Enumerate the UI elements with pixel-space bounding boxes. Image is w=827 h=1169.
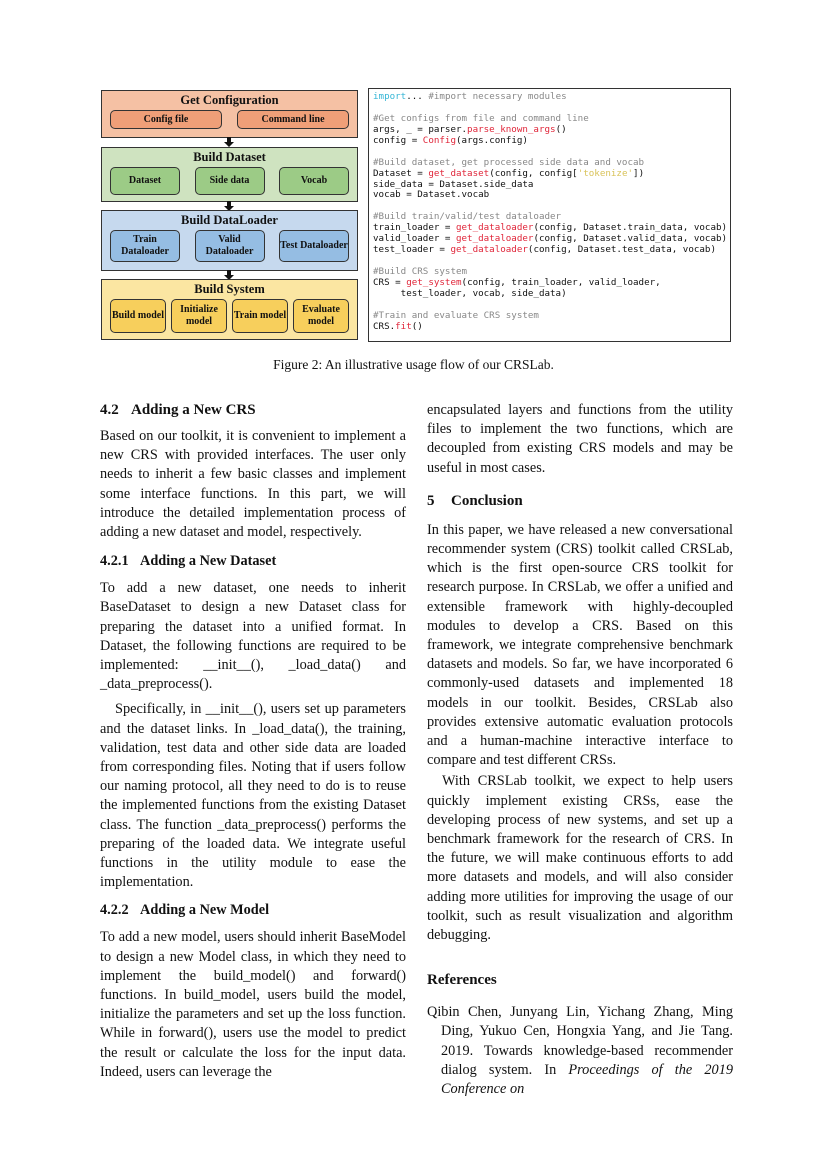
code-line: test_loader, vocab, side_data): [373, 287, 567, 299]
stage-item: Test Dataloader: [279, 230, 349, 262]
paragraph: To add a new model, users should inherit BaseModel to design a new Model class, in which they need to implement the build_model() and forward() functions. In build_model, users build the model, initialize the parameters and set up the loss function. While in forward(), users use the model to predict the result or calculate the loss for the input data. Indeed, users can leverage the: [100, 929, 406, 1080]
stage-item: Valid Dataloader: [195, 230, 265, 262]
references-heading: References: [427, 972, 497, 989]
section-heading-4-2: 4.2 Adding a New CRS: [100, 402, 256, 418]
right-column: [427, 401, 733, 1099]
code-listing: [368, 88, 731, 342]
stage-build-system: [101, 279, 358, 340]
left-column: [100, 401, 406, 1082]
code-line: #Get configs from file and command line: [373, 112, 589, 124]
code-line: import... #import necessary modules: [373, 91, 567, 102]
stage-title: Build DataLoader: [181, 213, 278, 227]
stage-build-dataset: [101, 147, 358, 202]
stage-item: Initialize model: [171, 299, 227, 333]
paragraph: With CRSLab toolkit, we expect to help users quickly implement existing CRSs, ease the developing process of new systems, and set up a benchmark framework for the research of CRS. In the future, we will make continuous efforts to add more datasets and models, and will also consider adding more utilities for improving the usage of our toolkit, such as result visualization and algorithm debugging.: [427, 773, 733, 944]
stage-title: Get Configuration: [180, 93, 279, 107]
code-line: Dataset = get_dataset(config, config['tokenize']): [373, 167, 645, 179]
stage-item: Command line: [237, 110, 349, 129]
paragraph: To add a new dataset, one needs to inherit BaseDataset to design a new Dataset class for preparing the dataset into a unified format. In Dataset, the following functions are required to be implemented: __init__(), _load_data() and _data_preprocess().: [100, 580, 406, 693]
section-heading-4-2-1: 4.2.1 Adding a New Dataset: [100, 553, 277, 570]
code-line: #Train and evaluate CRS system: [373, 309, 539, 321]
stage-item: Side data: [195, 167, 265, 195]
code-line: #Build train/valid/test dataloader: [373, 211, 562, 223]
stage-item: Vocab: [279, 167, 349, 195]
code-line: vocab = Dataset.vocab: [373, 189, 490, 201]
stage-item: Config file: [110, 110, 222, 129]
stage-item: Dataset: [110, 167, 180, 195]
paragraph: In this paper, we have released a new conversational recommender system (CRS) toolkit called CRSLab, which is the first open-source CRS toolkit for research purpose. In CRSLab, we offer a unified and extensible framework with highly-decoupled modules to develop a CRS. Based on this framework, we integrate comprehensive benchmark datasets and models. So far, we have incorporated 6 commonly-used datasets and implemented 18 models in our toolkit. Besides, CRSLab also provides extensive automatic evaluation protocols and a human-machine interactive interface to compare and test different CRSs.: [427, 521, 733, 769]
stage-title: Build Dataset: [193, 150, 266, 164]
stage-item: Train Dataloader: [110, 230, 180, 262]
paragraph: Specifically, in __init__(), users set up parameters and the dataset links. In _load_data(), the training, validation, test data and other side data are loaded from corresponding files. Noting that if users follow our naming protocol, all they need to do is to reuse the implemented functions from the existing Dataset class. The function _data_preprocess() performs the preparing of the loaded data. We integrate useful functions in the utility module to ease the implementation.: [100, 701, 406, 891]
code-line: config = Config(args.config): [373, 134, 528, 146]
stage-title: Build System: [194, 282, 265, 296]
section-heading-5: 5 Conclusion: [427, 492, 523, 509]
stage-item: Train model: [232, 299, 288, 333]
code-line: CRS = get_system(config, train_loader, valid_loader,: [373, 276, 661, 288]
usage-flow-diagram: [101, 90, 358, 340]
code-line: #Build dataset, get processed side data and vocab: [373, 156, 645, 168]
code-line: train_loader = get_dataloader(config, Dataset.train_data, vocab): [373, 222, 728, 234]
paragraph: encapsulated layers and functions from the utility files to implement the two functions, which are decoupled from existing CRS models and may be useful in most cases.: [427, 402, 733, 476]
code-line: valid_loader = get_dataloader(config, Dataset.valid_data, vocab): [373, 233, 728, 245]
stage-item: Build model: [110, 299, 166, 333]
code-line: CRS.fit(): [373, 320, 423, 332]
code-line: side_data = Dataset.side_data: [373, 178, 534, 190]
section-heading-4-2-2: 4.2.2 Adding a New Model: [100, 902, 270, 919]
stage-get-configuration: [101, 90, 358, 138]
reference-entry: Qibin Chen, Junyang Lin, Yichang Zhang, Ming Ding, Yukuo Cen, Hongxia Yang, and Jie Tang. 2019. Towards knowledge-based recommender dialog system. In Proceedings of the 2019 Conference on: [427, 1004, 733, 1098]
stage-item: Evaluate model: [293, 299, 349, 333]
down-arrow-icon: [224, 137, 234, 147]
figure-caption: Figure 2: An illustrative usage flow of our CRSLab.: [273, 357, 554, 372]
code-line: #Build CRS system: [373, 266, 468, 277]
stage-build-dataloader: [101, 210, 358, 271]
code-line: test_loader = get_dataloader(config, Dataset.test_data, vocab): [373, 244, 716, 256]
code-line: args, _ = parser.parse_known_args(): [373, 123, 567, 135]
paragraph: Based on our toolkit, it is convenient to implement a new CRS with provided interfaces. The user only needs to inherit a few basic classes and implement some interface functions. In this part, we will introduce the detailed implementation process of adding a new dataset and model, respectively.: [100, 428, 406, 541]
